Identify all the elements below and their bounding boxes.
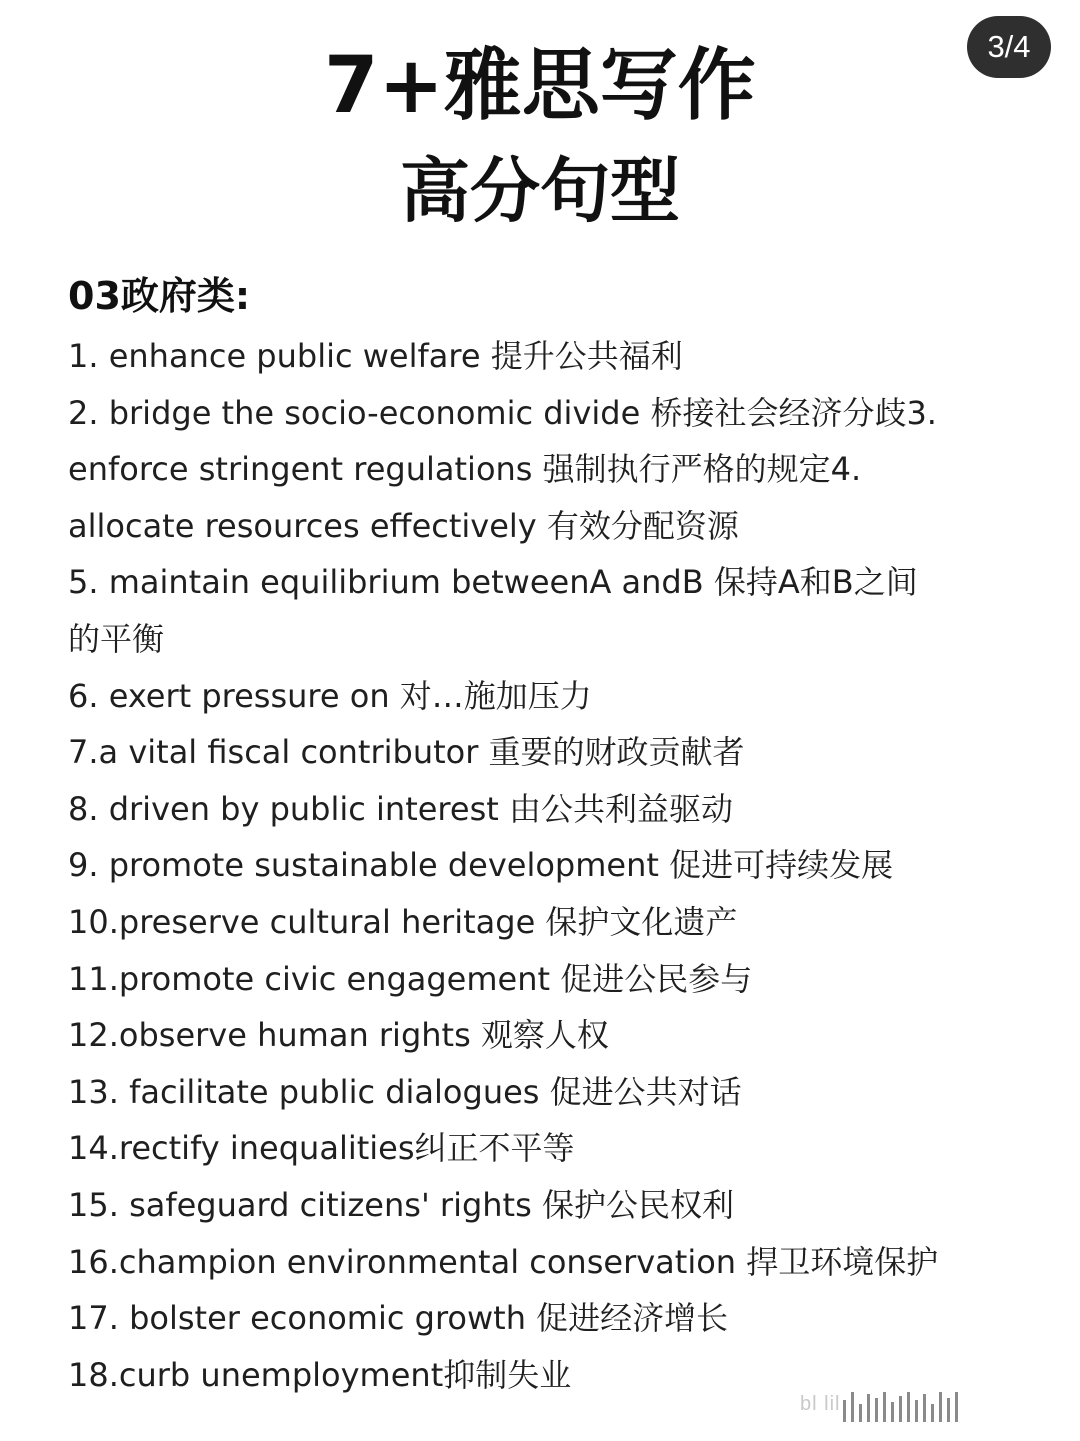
watermark <box>800 1386 1055 1422</box>
phrase-line: 1. enhance public welfare 提升公共福利 <box>68 337 683 375</box>
page-title: 7+雅思写作 <box>324 41 756 131</box>
phrase-line: 15. safeguard citizens' rights 保护公民权利 <box>68 1185 734 1224</box>
watermark-text: bl lil <box>800 1393 841 1415</box>
watermark-barcode-icon <box>843 1388 958 1422</box>
phrase-line: 2. bridge the socio-economic divide 桥接社会经济分歧3. <box>68 393 937 432</box>
phrase-line: 10.preserve cultural heritage 保护文化遗产 <box>68 902 738 941</box>
phrase-line: enforce stringent regulations 强制执行严格的规定4. <box>68 450 862 489</box>
phrase-list <box>68 328 1028 1403</box>
phrase-line: 18.curb unemployment抑制失业 <box>68 1355 572 1394</box>
phrase-line: 14.rectify inequalities纠正不平等 <box>68 1129 575 1168</box>
page-counter-badge: 3/4 <box>967 16 1051 78</box>
phrase-line: 12.observe human rights 观察人权 <box>68 1016 609 1055</box>
phrase-line: 17. bolster economic growth 促进经济增长 <box>68 1299 729 1338</box>
phrase-line: 7.a vital fiscal contributor 重要的财政贡献者 <box>68 733 745 772</box>
phrase-line: 6. exert pressure on 对…施加压力 <box>68 676 592 715</box>
phrase-line: 5. maintain equilibrium betweenA andB 保持A和B之间 <box>68 563 918 602</box>
phrase-line: 8. driven by public interest 由公共利益驱动 <box>68 789 733 828</box>
page-subtitle: 高分句型 <box>400 150 680 232</box>
phrase-line: allocate resources effectively 有效分配资源 <box>68 506 739 545</box>
phrase-line: 11.promote civic engagement 促进公民参与 <box>68 959 753 998</box>
section-heading: 03政府类: <box>68 274 251 318</box>
phrase-line: 9. promote sustainable development 促进可持续发展 <box>68 846 894 885</box>
phrase-line: 13. facilitate public dialogues 促进公共对话 <box>68 1072 742 1111</box>
phrase-line: 的平衡 <box>68 619 165 658</box>
phrase-line: 16.champion environmental conservation 捍卫环境保护 <box>68 1242 939 1281</box>
